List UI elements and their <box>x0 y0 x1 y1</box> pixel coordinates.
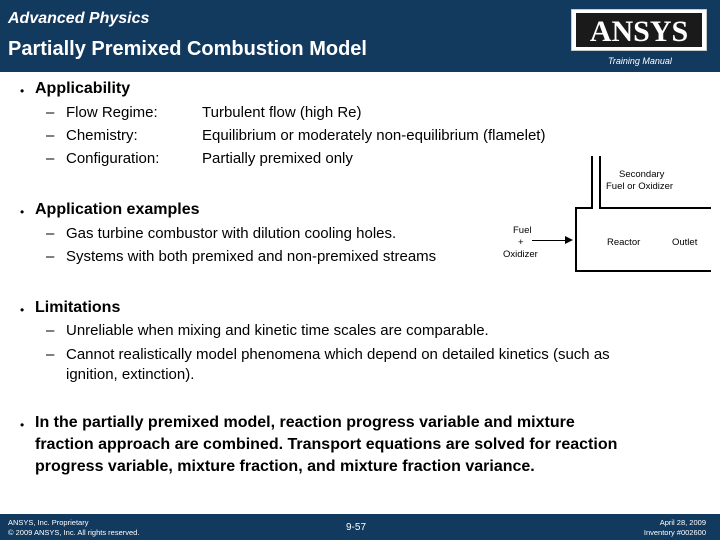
secondary-label: Secondary <box>619 169 665 180</box>
applicability-heading: Applicability <box>35 80 131 97</box>
reactor-bottom <box>575 270 711 272</box>
training-manual-label: Training Manual <box>608 56 672 66</box>
bullet-dot: • <box>20 418 25 432</box>
logo-plate <box>576 13 702 47</box>
bullet-dot: • <box>20 205 25 219</box>
oxidizer-label: Oxidizer <box>503 249 538 260</box>
reactor-top-left <box>575 207 593 209</box>
footer-inventory: Inventory #002600 <box>643 528 706 537</box>
reactor-label: Reactor <box>607 237 641 248</box>
chemistry-value: Equilibrium or moderately non-equilibrium (flamelet) <box>202 127 546 144</box>
inlet-wall-right <box>599 156 601 207</box>
dash: – <box>46 127 55 144</box>
ansys-logo <box>571 9 707 51</box>
logo-text: ANSYS <box>589 15 689 48</box>
bullet-dot: • <box>20 84 25 98</box>
fuel-label: Fuel <box>513 225 532 236</box>
fuel-arrow-head <box>565 236 573 244</box>
limitation-item-continued: ignition, extinction). <box>66 366 195 383</box>
slide-footer <box>0 514 720 540</box>
series-title: Advanced Physics <box>8 10 150 27</box>
slide-header <box>0 0 720 72</box>
limitation-item: Unreliable when mixing and kinetic time scales are comparable. <box>66 322 489 339</box>
page-number: 9-57 <box>346 522 367 533</box>
example-item: Systems with both premixed and non-premixed streams <box>66 248 437 265</box>
outlet-label: Outlet <box>672 237 698 248</box>
limitation-item: Cannot realistically model phenomena which depend on detailed kinetics (such as <box>66 346 610 363</box>
flow-regime-label: Flow Regime: <box>66 104 158 121</box>
slide-title: Partially Premixed Combustion Model <box>8 38 367 60</box>
limitations-heading: Limitations <box>35 299 121 316</box>
footer-date: April 28, 2009 <box>659 518 706 527</box>
footer-copyright: © 2009 ANSYS, Inc. All rights reserved. <box>8 528 140 537</box>
bullet-dot: • <box>20 303 25 317</box>
reactor-left-wall <box>575 207 577 272</box>
dash: – <box>46 248 55 265</box>
dash: – <box>46 104 55 121</box>
configuration-label: Configuration: <box>66 150 160 167</box>
dash: – <box>46 150 55 167</box>
plus-label: + <box>518 237 524 248</box>
examples-heading: Application examples <box>35 201 200 218</box>
summary-line: In the partially premixed model, reaction progress variable and mixture <box>35 414 575 431</box>
dash: – <box>46 346 55 363</box>
reactor-top-right <box>599 207 711 209</box>
dash: – <box>46 225 55 242</box>
flow-regime-value: Turbulent flow (high Re) <box>202 104 362 121</box>
example-item: Gas turbine combustor with dilution cooling holes. <box>66 225 397 242</box>
dash: – <box>46 322 55 339</box>
configuration-value: Partially premixed only <box>202 150 353 167</box>
chemistry-label: Chemistry: <box>66 127 138 144</box>
summary-line: fraction approach are combined. Transport equations are solved for reaction <box>35 436 618 453</box>
footer-proprietary: ANSYS, Inc. Proprietary <box>8 518 89 527</box>
inlet-wall-left <box>591 156 593 207</box>
fuel-arrow-shaft <box>532 240 566 241</box>
summary-line: progress variable, mixture fraction, and mixture fraction variance. <box>35 458 535 475</box>
secondary-fuel-label: Fuel or Oxidizer <box>606 181 674 192</box>
